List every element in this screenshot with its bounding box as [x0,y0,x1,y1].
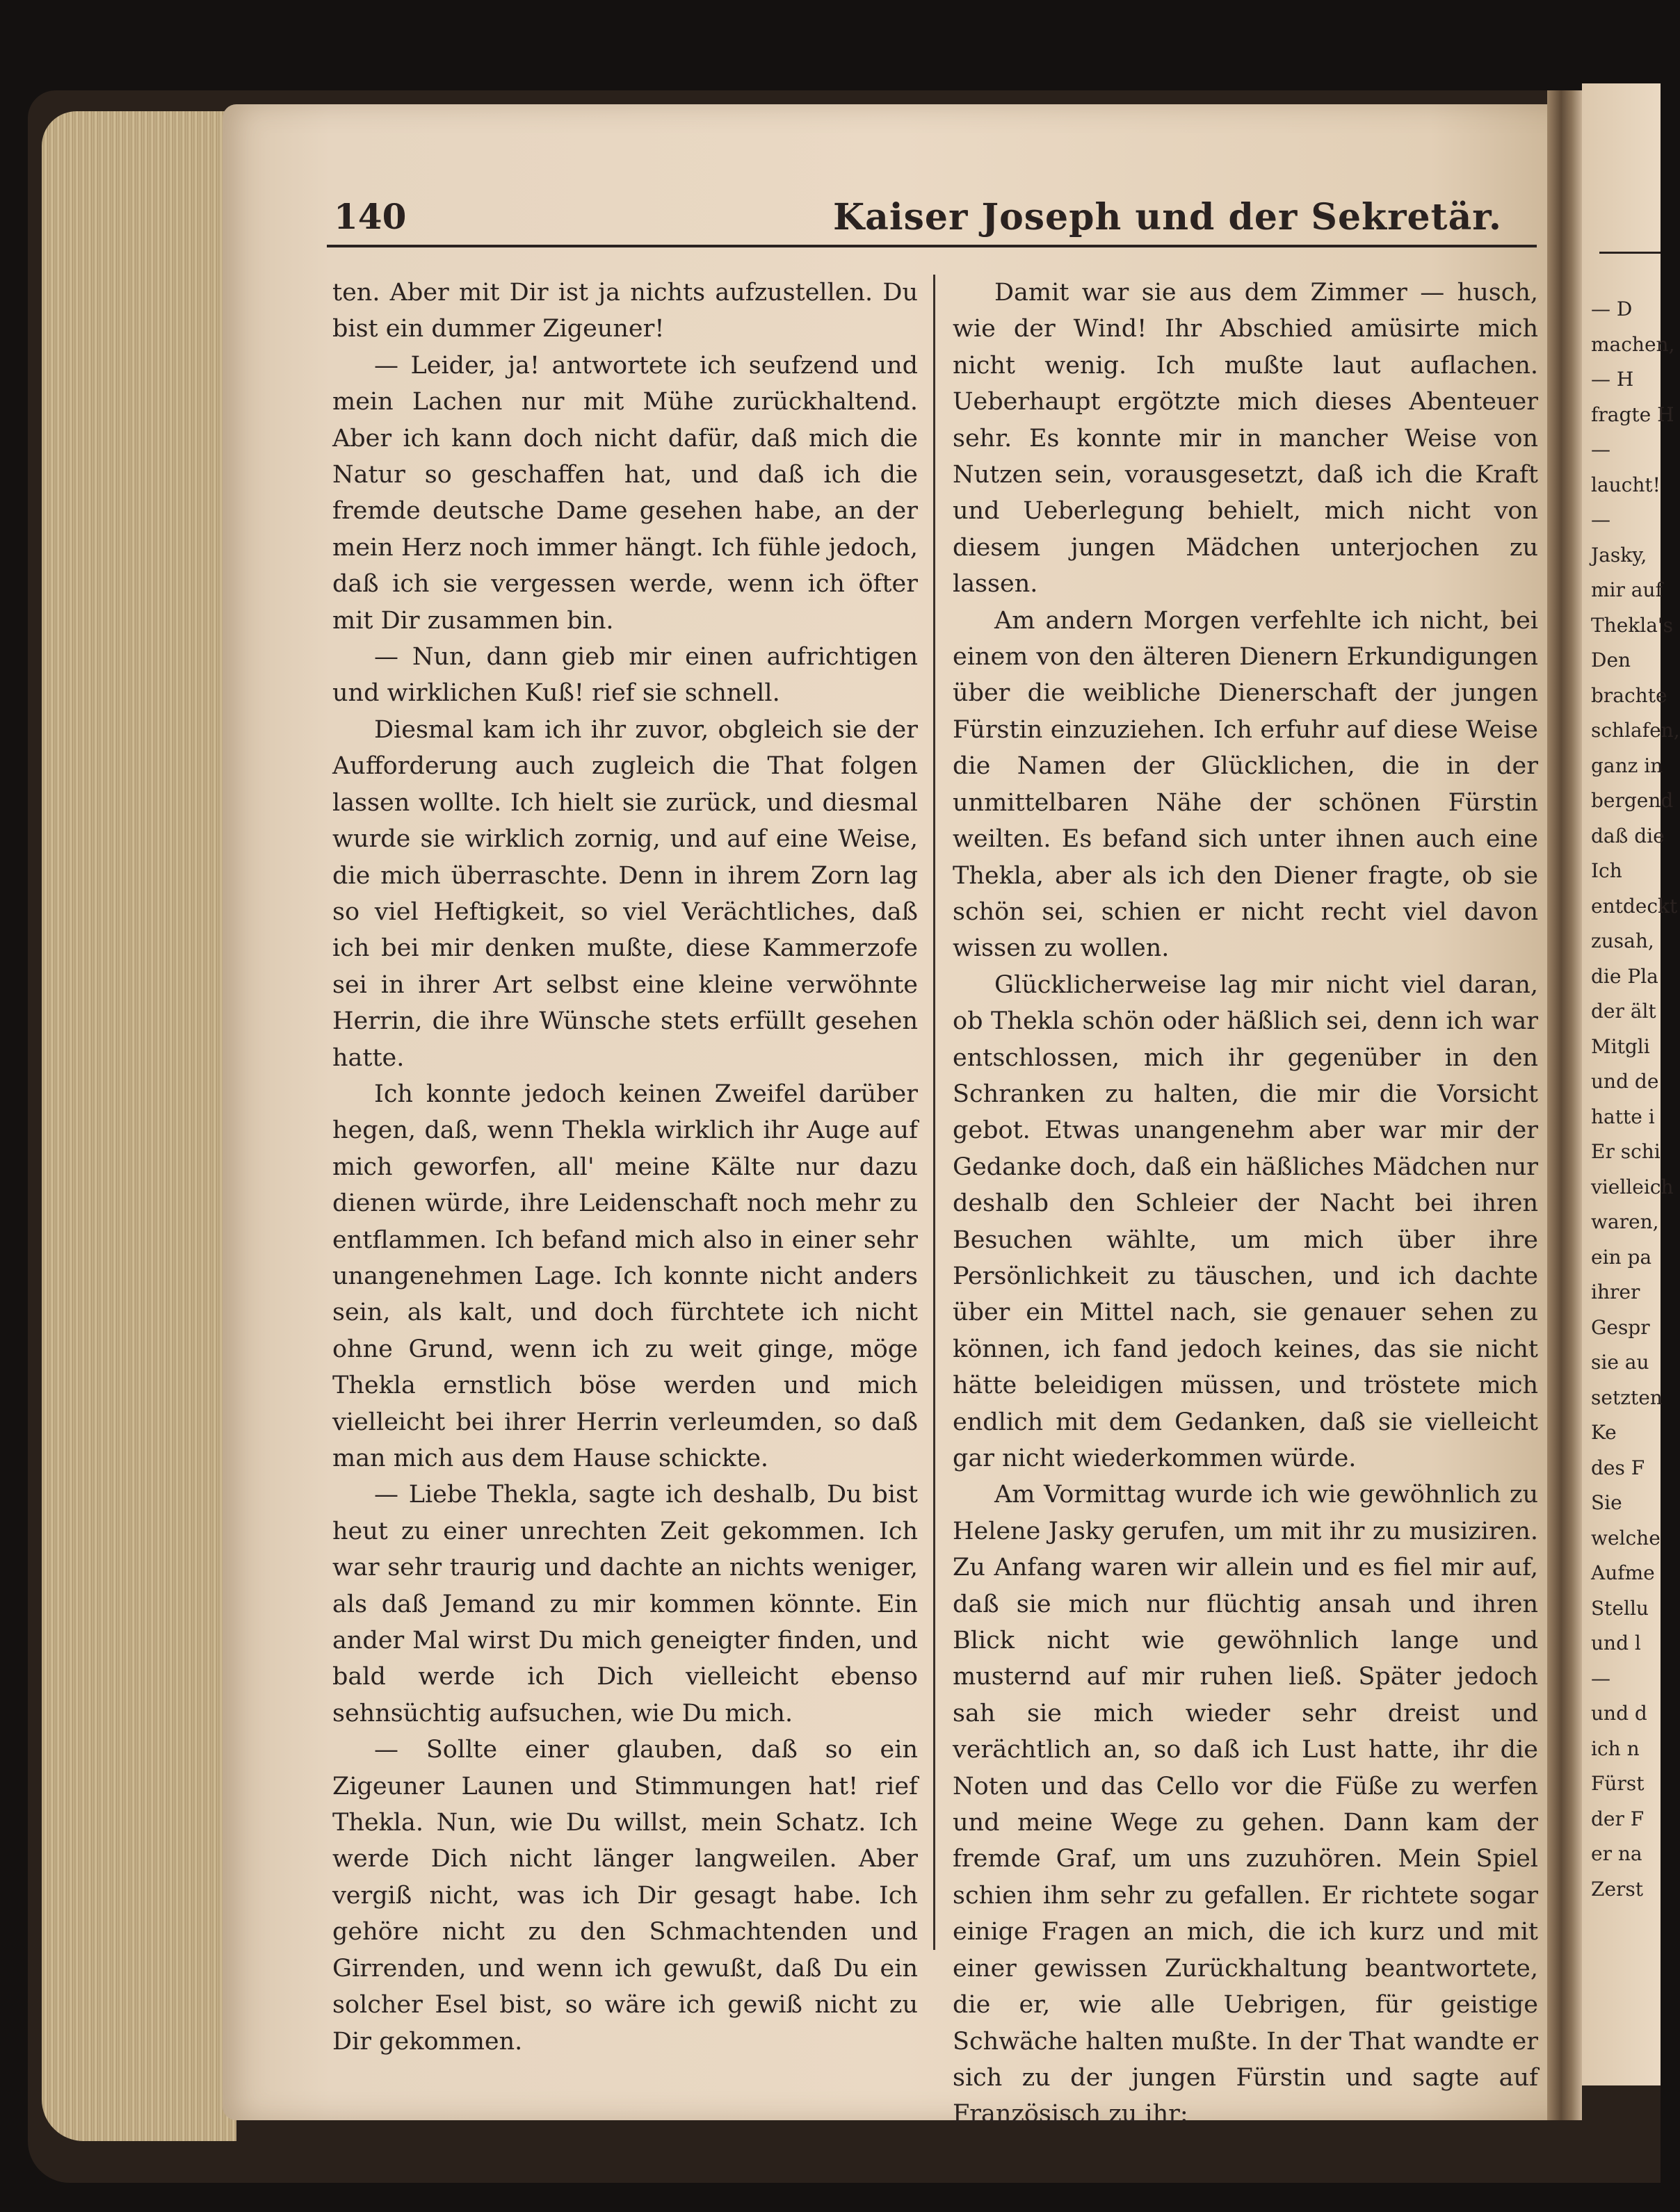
book-gutter [1547,90,1582,2120]
paragraph: — Nun, dann gieb mir einen aufrichtigen und wirklichen Kuß! rief sie schnell. [332,643,918,708]
paragraph: ten. Aber mit Dir ist ja nichts aufzustellen. Du bist ein dummer Zigeuner! [332,279,918,343]
facing-page-line: vielleich [1591,1175,1674,1198]
facing-page-line: daß die [1591,824,1665,847]
facing-page-line: mir auf [1591,578,1663,601]
facing-page-line: Jasky, [1591,543,1647,567]
facing-page-line: ich n [1591,1737,1640,1760]
paragraph: — Liebe Thekla, sagte ich deshalb, Du bist heut zu einer unrechten Zeit gekommen. Ich war sehr traurig und dachte an nichts weniger, als daß Jemand zu mir kommen könnte. Ein ander Mal wirst Du mich geneigter finden, und bald werde ich Dich vielleicht ebenso sehnsüchtig aufsuchen, wie Du mich. [332,1481,918,1727]
paragraph: Damit war sie aus dem Zimmer — husch, wie der Wind! Ihr Abschied amüsirte mich nicht wenig. Ich mußte laut auflachen. Ueberhaupt ergötzte mich dieses Abenteuer sehr. Es konnte mir in mancher Weise von Nutzen sein, vorausgesetzt, daß ich die Kraft und Ueberlegung behielt, mich nicht von diesem jungen Mädchen unterjochen zu lassen. [953,279,1538,599]
facing-page-line: Zerst [1591,1877,1644,1901]
right-text-column [953,275,1538,2133]
paragraph: — Sollte einer glauben, daß so ein Zigeuner Launen und Stimmungen hat! rief Thekla. Nun, wie Du willst, mein Schatz. Ich werde Dich nicht länger langweilen. Aber vergiß nicht, was ich Dir gesagt habe. Ich gehöre nicht zu den Schmachtenden und Girrenden, und wenn ich gewußt, daß Du ein solcher Esel bist, so wäre ich gewiß nicht zu Dir gekommen. [332,1736,918,2056]
facing-page-line: laucht! [1591,473,1661,496]
facing-page-line: setzten [1591,1385,1663,1409]
facing-page-line: — [1591,508,1610,531]
column-divider [933,275,935,1950]
facing-page-line: Stellu [1591,1596,1649,1620]
facing-page-line: Ke [1591,1421,1617,1444]
page-edges [42,111,236,2141]
paragraph: Ich konnte jedoch keinen Zweifel darüber hegen, daß, wenn Thekla wirklich ihr Auge auf mich geworfen, all' meine Kälte nur dazu dienen würde, ihre Leidenschaft noch mehr zu entflammen. Ich befand mich also in einer sehr unangenehmen Lage. Ich konnte nicht anders sein, als kalt, und doch fürchtete ich nicht ohne Grund, wenn ich zu weit ginge, möge Thekla ernstlich böse werden und mich vielleicht bei ihrer Herrin verleumden, so daß man mich aus dem Hause schickte. [332,1080,918,1472]
page-header [334,196,1530,245]
facing-page-line: schlafen, [1591,719,1680,742]
left-text-column [332,275,918,2060]
facing-page-line: Aufme [1591,1561,1655,1584]
facing-page-line: entdeckt [1591,894,1678,918]
facing-page-line: die Pla [1591,964,1658,988]
facing-page-line: zusah, [1591,929,1654,952]
facing-page-line: Fürst [1591,1772,1645,1795]
facing-page-line: — H [1591,368,1634,391]
facing-page-line: — [1591,1666,1610,1690]
facing-page-line: ihrer [1591,1280,1640,1303]
facing-page-line: — D [1591,298,1633,320]
facing-page-line: und de [1591,1070,1659,1093]
paragraph: Glücklicherweise lag mir nicht viel daran, ob Thekla schön oder häßlich sei, denn ich war entschlossen, mich ihr gegenüber in den Schranken zu halten, die mir die Vorsicht gebot. Etwas unangenehm aber war mir der Gedanke doch, daß ein häßliches Mädchen nur deshalb den Schleier der Nacht bei ihren Besuchen wählte, um mich über ihre Persönlichkeit zu täuschen, und ich dachte über ein Mittel nach, sie genauer sehen zu können, ich fand jedoch keines, das sie nicht hätte beleidigen müssen, und tröstete mich endlich mit dem Gedanken, daß sie vielleicht gar nicht wiederkommen würde. [953,970,1538,1472]
facing-page-line: — [1591,438,1610,461]
facing-page-line: Ich [1591,859,1622,882]
facing-page-line: der F [1591,1807,1645,1830]
facing-page-line: waren, [1591,1210,1659,1233]
facing-page-line: Sie [1591,1491,1622,1514]
paragraph: Am Vormittag wurde ich wie gewöhnlich zu Helene Jasky gerufen, um mit ihr zu musiziren. Zu Anfang waren wir allein und es fiel mir auf, daß sie mich nur flüchtig ansah und ihren Blick nicht wie gewöhnlich lange und musternd auf mir ruhen ließ. Später jedoch sah sie mich wieder sehr dreist und verächtlich an, so daß ich Lust hatte, ihr die Noten und das Cello vor die Füße zu werfen und meine Wege zu gehen. Dann kam der fremde Graf, um uns zuzuhören. Mein Spiel schien ihm sehr zu gefallen. Er richtete sogar einige Fragen an mich, die ich kurz und mit einer gewissen Zurückhaltung beantwortete, die er, wie alle Uebrigen, für geistige Schwäche halten mußte. In der That wandte er sich zu der jungen Fürstin und sagte auf Französisch zu ihr: [953,1481,1538,2129]
header-rule [327,245,1537,247]
facing-page-line: Er schi [1591,1140,1661,1163]
facing-page-line: machen, [1591,332,1675,356]
facing-page-line: Mitgli [1591,1034,1650,1058]
paragraph: Diesmal kam ich ihr zuvor, obgleich sie der Aufforderung auch zugleich die That folgen lassen wollte. Ich hielt sie zurück, und diesmal wurde sie wirklich zornig, und auf eine Weise, die mich überraschte. Denn in ihrem Zorn lag so viel Heftigkeit, so viel Verächtliches, daß ich bei mir denken mußte, diese Kammerzofe sei in ihrer Art selbst eine kleine verwöhnte Herrin, die ihre Wünsche stets erfüllt gesehen hatte. [332,715,918,1072]
paragraph: Am andern Morgen verfehlte ich nicht, bei einem von den älteren Dienern Erkundigungen über die weibliche Dienerschaft der jungen Fürstin einzuziehen. Ich erfuhr auf diese Weise die Namen der Glücklichen, die in der unmittelbaren Nähe der schönen Fürstin weilten. Es befand sich unter ihnen auch eine Thekla, aber als ich den Diener fragte, ob sie schön sei, schien er nicht recht viel davon wissen zu wollen. [953,606,1538,963]
facing-page-line: brachte [1591,683,1667,707]
facing-page-line: sie au [1591,1351,1649,1374]
facing-page-line: der ält [1591,1000,1656,1023]
facing-page-line: des F [1591,1456,1645,1479]
paragraph: — Leider, ja! antwortete ich seufzend und mein Lachen nur mit Mühe zurückhaltend. Aber ich kann doch nicht dafür, daß mich die Natur so geschaffen hat, und daß ich die fremde deutsche Dame gesehen habe, an der mein Herz noch immer hängt. Ich fühle jedoch, daß ich sie vergessen werde, wenn ich öfter mit Dir zusammen bin. [332,351,918,635]
page-number: 140 [334,196,407,237]
facing-page-line: er na [1591,1842,1642,1865]
facing-page-text [1591,292,1680,1907]
facing-page-line: bergend [1591,789,1674,812]
facing-page-line: hatte i [1591,1105,1655,1128]
facing-page-line: ein pa [1591,1245,1652,1269]
facing-page-line: ganz in [1591,754,1663,777]
facing-page-line: welche [1591,1526,1661,1550]
facing-page-line: und d [1591,1702,1647,1725]
facing-page-line: Thekla's [1591,613,1673,637]
facing-page-line: fragte H [1591,402,1674,426]
facing-page-rule [1599,252,1661,254]
facing-page-line: Gespr [1591,1315,1650,1339]
running-title: Kaiser Joseph und der Sekretär. [832,196,1502,238]
facing-page-line: und l [1591,1632,1641,1654]
facing-page-line: Den [1591,649,1631,672]
